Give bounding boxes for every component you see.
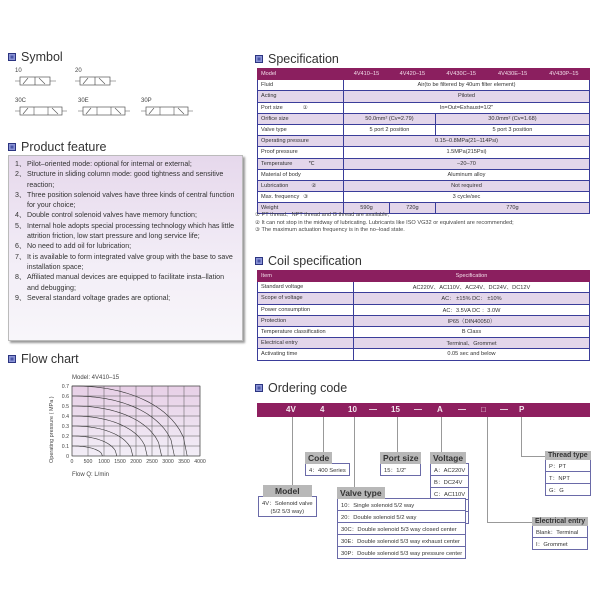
spec-value: 5 port 3 position bbox=[435, 124, 589, 135]
connector-line bbox=[441, 417, 442, 452]
code-separator: — bbox=[458, 405, 466, 414]
feature-number: 2、 bbox=[15, 170, 27, 179]
section-bullet-icon bbox=[255, 384, 263, 392]
spec-note-mark: ① bbox=[302, 104, 308, 111]
code-separator: — bbox=[414, 405, 422, 414]
spec-note: ③ The maximum actuation frequency is in the no–load state. bbox=[255, 227, 405, 233]
code-part-valve-type: 10 bbox=[348, 405, 357, 414]
flow-chart-title: Flow chart bbox=[21, 352, 79, 366]
coil-header-row bbox=[258, 271, 590, 282]
legend-title: Valve type bbox=[337, 487, 385, 499]
coil-row bbox=[258, 326, 590, 337]
spec-value: 1.5MPa(215Psi) bbox=[344, 147, 590, 158]
feature-item bbox=[15, 210, 236, 220]
feature-number: 8、 bbox=[15, 273, 27, 282]
spec-row bbox=[258, 124, 590, 135]
flow-chart-heading bbox=[8, 352, 79, 366]
feature-number: 1、 bbox=[15, 160, 27, 168]
legend-item: Blank：Terminal bbox=[532, 525, 588, 538]
legend-item: I：Grommet bbox=[532, 537, 588, 550]
spec-value: 30.0mm² (Cv=1.68) bbox=[435, 113, 589, 124]
connector-line bbox=[292, 417, 293, 485]
spec-row bbox=[258, 80, 590, 91]
coil-label: Activating time bbox=[258, 349, 354, 360]
coil-label: Temperature classification bbox=[258, 326, 354, 337]
feature-number: 4、 bbox=[15, 211, 27, 220]
coil-spec-table bbox=[257, 270, 590, 361]
spec-label bbox=[258, 192, 344, 203]
spec-value: 3 cycle/sec bbox=[344, 192, 590, 203]
x-tick-label: 0 bbox=[70, 459, 74, 465]
coil-label: Power consumption bbox=[258, 304, 354, 315]
symbol-30p bbox=[141, 98, 193, 118]
feature-item bbox=[15, 221, 236, 242]
feature-item bbox=[15, 159, 236, 169]
feature-list bbox=[8, 155, 243, 341]
legend-item: T：NPT bbox=[545, 471, 591, 484]
code-part-voltage: A bbox=[437, 405, 443, 414]
spec-label-text: Lubrication bbox=[261, 182, 289, 189]
spec-label-text: Orifice size bbox=[261, 115, 289, 122]
spec-row bbox=[258, 158, 590, 169]
coil-row bbox=[258, 315, 590, 326]
product-feature-title: Product feature bbox=[21, 140, 107, 154]
spec-label-text: Fluid bbox=[261, 82, 274, 89]
spec-row bbox=[258, 192, 590, 203]
y-tick-label: 0.4 bbox=[61, 414, 69, 420]
feature-text: Pilot–oriented mode: optional for internal or external; bbox=[27, 160, 192, 168]
spec-label bbox=[258, 113, 344, 124]
coil-label: Standard voltage bbox=[258, 282, 354, 293]
spec-value: In=Out=Exhaust=1/2" bbox=[344, 102, 590, 113]
spec-label bbox=[258, 136, 344, 147]
y-tick-label: 0.3 bbox=[61, 424, 69, 430]
y-tick-label: 0.7 bbox=[61, 384, 69, 390]
y-tick-label: 0 bbox=[66, 454, 69, 460]
coil-row bbox=[258, 338, 590, 349]
legend-title: Port size bbox=[380, 452, 421, 464]
coil-spec-heading bbox=[255, 254, 362, 268]
spec-row bbox=[258, 91, 590, 102]
valve-2pos-icon bbox=[15, 74, 57, 88]
feature-text: Several standard voltage grades are optional; bbox=[27, 293, 171, 302]
coil-row bbox=[258, 282, 590, 293]
feature-text: Internal hole adopts special processing technology which has little attrition friction, low start pressure and long service life; bbox=[27, 221, 235, 241]
symbol-label: 30P bbox=[141, 98, 152, 104]
symbol-label: 30E bbox=[78, 98, 89, 104]
spec-label-text: Operating pressure bbox=[261, 138, 309, 145]
coil-value: Terminal、Grommet bbox=[354, 338, 590, 349]
valve-3pos-icon bbox=[141, 104, 193, 118]
spec-note: ② It can not stop in the midway of lubricating. Lubricants like ISO VG32 or equivalent are recommended; bbox=[255, 219, 514, 226]
symbol-label: 30C bbox=[15, 98, 27, 104]
spec-label bbox=[258, 180, 344, 191]
x-tick-label: 1500 bbox=[114, 459, 126, 465]
spec-value: 0.15–0.8MPa(21–114Psi) bbox=[344, 136, 590, 147]
spec-value: 50.0mm² (Cv=2.79) bbox=[344, 113, 436, 124]
x-tick-label: 4000 bbox=[194, 459, 206, 465]
spec-note: ① PT thread、NPT thread and G thread are available; bbox=[255, 212, 390, 218]
spec-value: 5 port 2 position bbox=[344, 124, 436, 135]
feature-text: No need to add oil for lubrication; bbox=[27, 242, 132, 251]
spec-label bbox=[258, 80, 344, 91]
coil-row bbox=[258, 349, 590, 360]
coil-value: AC：3.5VA DC ：3.0W bbox=[354, 304, 590, 315]
legend-item: P：PT bbox=[545, 459, 591, 472]
x-tick-label: 500 bbox=[83, 459, 93, 465]
code-legend bbox=[305, 452, 350, 476]
feature-text: Affiliated manual devices are equipped to facilitate insta–llation and debugging; bbox=[27, 273, 225, 292]
section-bullet-icon bbox=[255, 257, 263, 265]
code-part-electrical-entry: □ bbox=[481, 405, 486, 414]
feature-number: 6、 bbox=[15, 242, 27, 251]
spec-label-text: Material of body bbox=[261, 171, 301, 178]
legend-item: B：DC24V bbox=[430, 475, 469, 488]
spec-label-text: Temperature bbox=[261, 160, 293, 167]
code-separator: — bbox=[369, 405, 377, 414]
y-tick-label: 0.5 bbox=[61, 404, 69, 410]
spec-label-text: Proof pressure bbox=[261, 149, 298, 156]
specification-heading bbox=[255, 52, 339, 66]
chart-title: Model: 4V410–15 bbox=[72, 375, 120, 381]
legend-item: 4：400 Series bbox=[305, 463, 350, 476]
feature-item bbox=[15, 169, 236, 190]
symbol-heading bbox=[8, 50, 63, 64]
legend-item: 30C：Double solenoid 5/3 way closed center bbox=[337, 522, 466, 535]
y-tick-label: 0.2 bbox=[61, 434, 69, 440]
spec-value: –20–70 bbox=[344, 158, 590, 169]
connector-line bbox=[354, 417, 355, 487]
spec-row bbox=[258, 113, 590, 124]
legend-title: Model bbox=[263, 485, 312, 497]
coil-label: Electrical entry bbox=[258, 338, 354, 349]
feature-item bbox=[15, 272, 236, 293]
x-tick-label: 1000 bbox=[98, 459, 110, 465]
spec-value: Aluminum alloy bbox=[344, 169, 590, 180]
coil-label: Protection bbox=[258, 315, 354, 326]
valve-3pos-icon bbox=[15, 104, 67, 118]
ordering-code-title: Ordering code bbox=[268, 381, 348, 395]
coil-value: AC220V、AC110V、AC24V、DC24V、DC12V bbox=[354, 282, 590, 293]
valve-type-legend bbox=[337, 487, 466, 559]
coil-row bbox=[258, 304, 590, 315]
spec-note-mark: ③ bbox=[303, 194, 309, 201]
spec-label bbox=[258, 147, 344, 158]
legend-item: A：AC220V bbox=[430, 463, 469, 476]
symbol-30e bbox=[78, 98, 130, 118]
symbol-title: Symbol bbox=[21, 50, 63, 64]
symbol-20 bbox=[75, 68, 117, 88]
code-part-model: 4V bbox=[286, 405, 296, 414]
coil-label: Scope of voltage bbox=[258, 293, 354, 304]
feature-number: 3、 bbox=[15, 190, 27, 199]
specification-title: Specification bbox=[268, 52, 339, 66]
coil-header-cell: Specification bbox=[354, 271, 590, 282]
spec-value: 770g bbox=[435, 203, 589, 214]
spec-row bbox=[258, 102, 590, 113]
model-legend bbox=[258, 485, 317, 517]
symbol-label: 20 bbox=[75, 68, 82, 74]
symbol-label: 10 bbox=[15, 68, 22, 74]
spec-header-row bbox=[258, 69, 590, 80]
spec-value: Piloted bbox=[344, 91, 590, 102]
section-bullet-icon bbox=[8, 143, 16, 151]
spec-note-mark: ℃ bbox=[308, 160, 315, 167]
x-tick-label: 2500 bbox=[146, 459, 158, 465]
feature-item bbox=[15, 293, 236, 303]
feature-text: Structure in sliding column mode: good tightness and sensitive reaction; bbox=[27, 170, 224, 189]
spec-label bbox=[258, 102, 344, 113]
connector-line bbox=[521, 417, 522, 456]
coil-value: IP65（DIN40050） bbox=[354, 315, 590, 326]
legend-item: 30E：Double solenoid 5/3 way exhaust center bbox=[337, 534, 466, 547]
coil-row bbox=[258, 293, 590, 304]
coil-value: 0.05 sec and below bbox=[354, 349, 590, 360]
coil-value: AC： ±15% DC： ±10% bbox=[354, 293, 590, 304]
code-separator: — bbox=[500, 405, 508, 414]
legend-item: 10：Single solenoid 5/2 way bbox=[337, 498, 466, 511]
feature-text: Three position solenoid valves have three kinds of central function for your choice; bbox=[27, 190, 235, 210]
legend-item: (5/2 5/3 way) bbox=[258, 508, 317, 517]
connector-line bbox=[323, 417, 324, 452]
spec-header-cell: Model bbox=[258, 69, 344, 80]
spec-label bbox=[258, 91, 344, 102]
y-tick-label: 0.1 bbox=[61, 444, 69, 450]
code-part-code: 4 bbox=[320, 405, 325, 414]
spec-value: 590g bbox=[344, 203, 390, 214]
spec-label-text: Port size bbox=[261, 104, 283, 111]
section-bullet-icon bbox=[8, 53, 16, 61]
x-tick-label: 3500 bbox=[178, 459, 190, 465]
thread-type-legend bbox=[545, 451, 591, 496]
valve-2pos-icon bbox=[75, 74, 117, 88]
legend-item: 15：1/2" bbox=[380, 463, 421, 476]
legend-item: G：G bbox=[545, 483, 591, 496]
ordering-code-bar bbox=[257, 403, 590, 417]
port-size-legend bbox=[380, 452, 421, 476]
spec-header-cell: 4V410–15 bbox=[344, 69, 390, 80]
flow-chart bbox=[0, 370, 240, 480]
legend-item: 20：Double solenoid 5/2 way bbox=[337, 510, 466, 523]
y-axis-label: Operating pressure ( MPa ) bbox=[49, 396, 55, 463]
coil-header-cell: Item bbox=[258, 271, 354, 282]
spec-header-cell: 4V430C–15 bbox=[435, 69, 487, 80]
symbol-30c bbox=[15, 98, 67, 118]
spec-notes bbox=[255, 212, 514, 235]
legend-title: Voltage bbox=[430, 452, 466, 464]
electrical-entry-legend bbox=[532, 517, 588, 550]
code-part-port-size: 15 bbox=[391, 405, 400, 414]
spec-label-text: Max. frequency bbox=[261, 194, 300, 201]
code-part-thread-type: P bbox=[519, 405, 525, 414]
section-bullet-icon bbox=[255, 55, 263, 63]
product-feature-heading bbox=[8, 140, 106, 154]
connector-line bbox=[521, 456, 545, 457]
spec-label bbox=[258, 169, 344, 180]
spec-header-cell: 4V430P–15 bbox=[538, 69, 589, 80]
coil-spec-title: Coil specification bbox=[268, 254, 362, 268]
y-tick-label: 0.6 bbox=[61, 394, 69, 400]
legend-item: 30P：Double solenoid 5/3 way pressure center bbox=[337, 546, 466, 559]
feature-item bbox=[15, 241, 236, 251]
legend-item: 4V：Solenoid valve bbox=[258, 496, 317, 508]
feature-number: 7、 bbox=[15, 252, 27, 261]
legend-title: Code bbox=[305, 452, 332, 464]
spec-value: Not required bbox=[344, 180, 590, 191]
spec-row bbox=[258, 180, 590, 191]
spec-note-mark: ② bbox=[311, 182, 317, 189]
x-tick-label: 2000 bbox=[130, 459, 142, 465]
spec-row bbox=[258, 136, 590, 147]
x-tick-label: 3000 bbox=[162, 459, 174, 465]
feature-number: 5、 bbox=[15, 221, 27, 230]
spec-value: Air(to be filtered by 40um filter element) bbox=[344, 80, 590, 91]
specification-table bbox=[257, 68, 590, 214]
coil-value: B Class bbox=[354, 326, 590, 337]
feature-text: It is available to form integrated valve group with the base to save installation space; bbox=[27, 252, 233, 271]
spec-header-cell: 4V430E–15 bbox=[487, 69, 538, 80]
spec-row bbox=[258, 169, 590, 180]
legend-title: Electrical entry bbox=[532, 517, 588, 526]
connector-line bbox=[397, 417, 398, 452]
connector-line bbox=[487, 417, 488, 522]
legend-item: C：AC110V bbox=[430, 487, 469, 500]
spec-value: 720g bbox=[389, 203, 435, 214]
ordering-code-heading bbox=[255, 381, 347, 395]
spec-label-text: Valve type bbox=[261, 127, 287, 134]
x-axis-label: Flow Q: L/min bbox=[72, 472, 110, 478]
legend-title: Thread type bbox=[545, 451, 591, 460]
section-bullet-icon bbox=[8, 355, 16, 363]
feature-item bbox=[15, 190, 236, 211]
feature-item bbox=[15, 252, 236, 273]
spec-label bbox=[258, 158, 344, 169]
spec-label bbox=[258, 124, 344, 135]
connector-line bbox=[487, 522, 532, 523]
feature-text: Double control solenoid valves have memory function; bbox=[27, 211, 197, 220]
spec-label-text: Acting bbox=[261, 93, 277, 100]
spec-row bbox=[258, 147, 590, 158]
valve-3pos-icon bbox=[78, 104, 130, 118]
spec-label-text: Weight bbox=[261, 205, 279, 212]
feature-number: 9、 bbox=[15, 293, 27, 302]
symbol-10 bbox=[15, 68, 57, 88]
spec-header-cell: 4V420–15 bbox=[389, 69, 435, 80]
